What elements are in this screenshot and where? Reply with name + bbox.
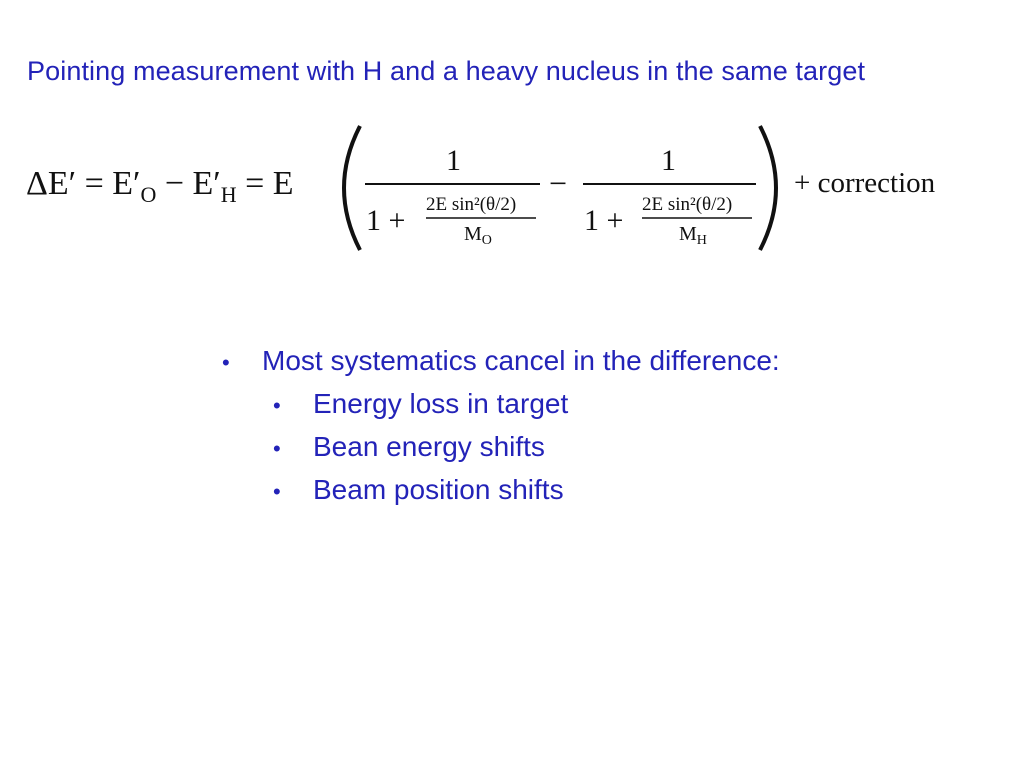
fraction2-numerator: 1 [661, 144, 676, 177]
right-paren [760, 126, 776, 250]
bullet-sub-2 [222, 426, 780, 469]
bullet-main [222, 340, 780, 383]
formula-sub-h: H [220, 182, 237, 207]
fraction2-inner-den: $M_H$ [679, 223, 707, 248]
fraction1-inner-num: 2E sin²(θ/2) [426, 194, 517, 215]
fraction-minus: − [549, 165, 568, 201]
formula-sub-o: O [140, 182, 157, 207]
formula-correction: + correction [794, 167, 936, 199]
bullet-sub-3 [222, 469, 780, 512]
fraction2-one-plus: 1 + [584, 204, 624, 237]
bullet-sub-text: Bean energy shifts [313, 431, 545, 462]
slide-title: Pointing measurement with H and a heavy nucleus in the same target [27, 56, 866, 86]
bullet-sub-text: Beam position shifts [313, 474, 564, 505]
bullet-list [222, 340, 780, 512]
bullet-sub-text: Energy loss in target [313, 388, 569, 419]
fraction1-numerator: 1 [446, 144, 461, 177]
fraction1-one-plus: 1 + [366, 204, 406, 237]
fraction2-inner-num: 2E sin²(θ/2) [642, 194, 733, 215]
bullet-dot-icon: • [222, 350, 230, 375]
bullet-dot-icon: • [273, 479, 281, 504]
fraction1-inner-den: $M_O$ [464, 223, 492, 248]
formula-lhs: $\Delta E' = E'_O - E'_H = E$ [26, 165, 294, 207]
bullet-sub-1 [222, 383, 780, 426]
bullet-main-text: Most systematics cancel in the difference: [262, 345, 780, 376]
left-paren [344, 126, 360, 250]
bullet-dot-icon: • [273, 393, 281, 418]
equation [22, 118, 982, 258]
bullet-dot-icon: • [273, 436, 281, 461]
